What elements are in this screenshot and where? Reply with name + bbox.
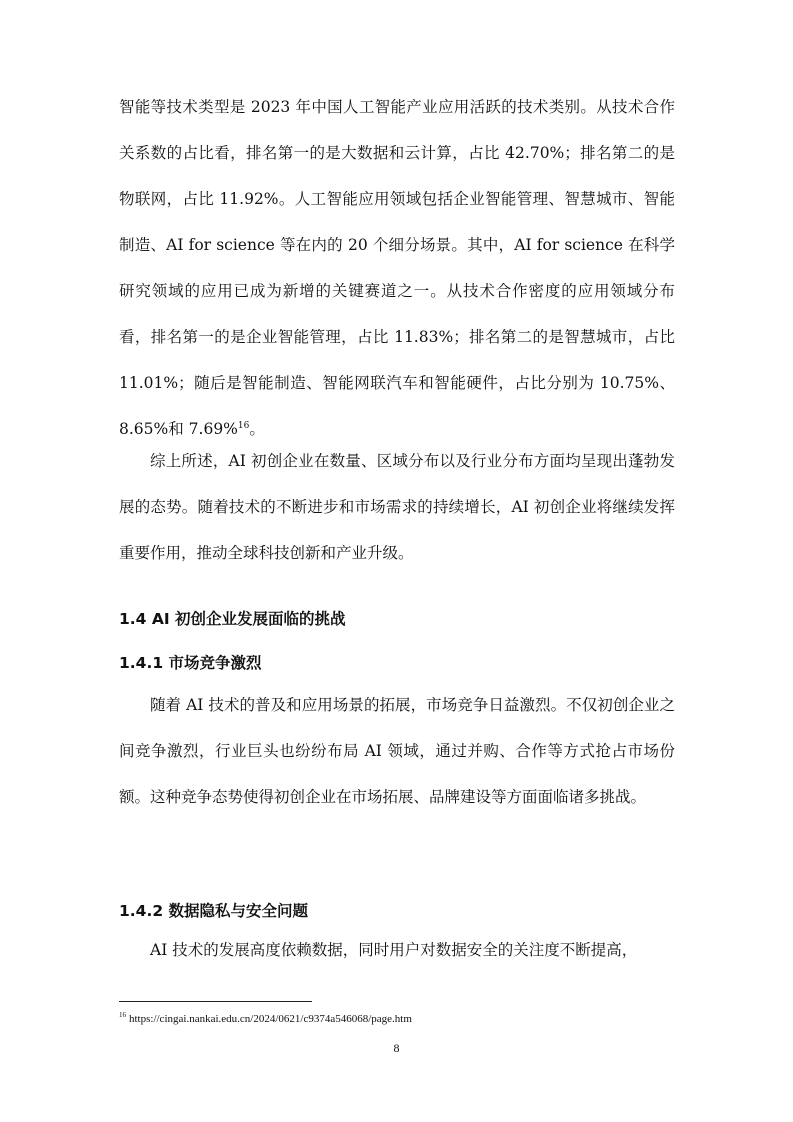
paragraph-1-tail: 。 bbox=[249, 420, 265, 438]
footnote-number: 16 bbox=[119, 1011, 126, 1020]
footnote-divider bbox=[119, 1001, 312, 1002]
paragraph-1-text: 智能等技术类型是 2023 年中国人工智能产业应用活跃的技术类别。从技术合作关系数的占比看，排名第一的是大数据和云计算，占比 42.70%；排名第二的是物联网，占比 11.92%。人工智能应用领域包括企业智能管理、智慧城市、智能制造、AI for science 等在内的 20 个细分场景。其中，AI for science 在科学研究领域的应用已成为新增的关键赛道之一。从技术合作密度的应用领域分布看，排名第一的是企业智能管理，占比 11.83%；排名第二的是智慧城市，占比 11.01%；随后是智能制造、智能网联汽车和智能硬件，占比分别为 10.75%、8.65%和 7.69% bbox=[119, 98, 675, 438]
subsection-heading-1-4-1: 1.4.1 市场竞争激烈 bbox=[119, 654, 262, 672]
footnote bbox=[119, 1011, 412, 1027]
subsection-heading-1-4-2: 1.4.2 数据隐私与安全问题 bbox=[119, 902, 309, 920]
page-number: 8 bbox=[393, 1041, 400, 1055]
body-paragraph-3: 随着 AI 技术的普及和应用场景的拓展，市场竞争日益激烈。不仅初创企业之间竞争激烈，行业巨头也纷纷布局 AI 领域，通过并购、合作等方式抢占市场份额。这种竞争态势使得初创企业在市场拓展、品牌建设等方面面临诸多挑战。 bbox=[119, 696, 675, 806]
footnote-reference[interactable]: 16 bbox=[237, 420, 250, 431]
footnote-link[interactable]: https://cingai.nankai.edu.cn/2024/0621/c9374a546068/page.htm bbox=[129, 1013, 412, 1025]
body-paragraph-4: AI 技术的发展高度依赖数据，同时用户对数据安全的关注度不断提高， bbox=[150, 941, 638, 959]
section-heading-1-4: 1.4 AI 初创企业发展面临的挑战 bbox=[119, 610, 346, 628]
body-paragraph-1 bbox=[119, 84, 675, 452]
body-paragraph-2: 综上所述，AI 初创企业在数量、区域分布以及行业分布方面均呈现出蓬勃发展的态势。随着技术的不断进步和市场需求的持续增长，AI 初创企业将继续发挥重要作用，推动全球科技创新和产业升级。 bbox=[119, 452, 675, 562]
